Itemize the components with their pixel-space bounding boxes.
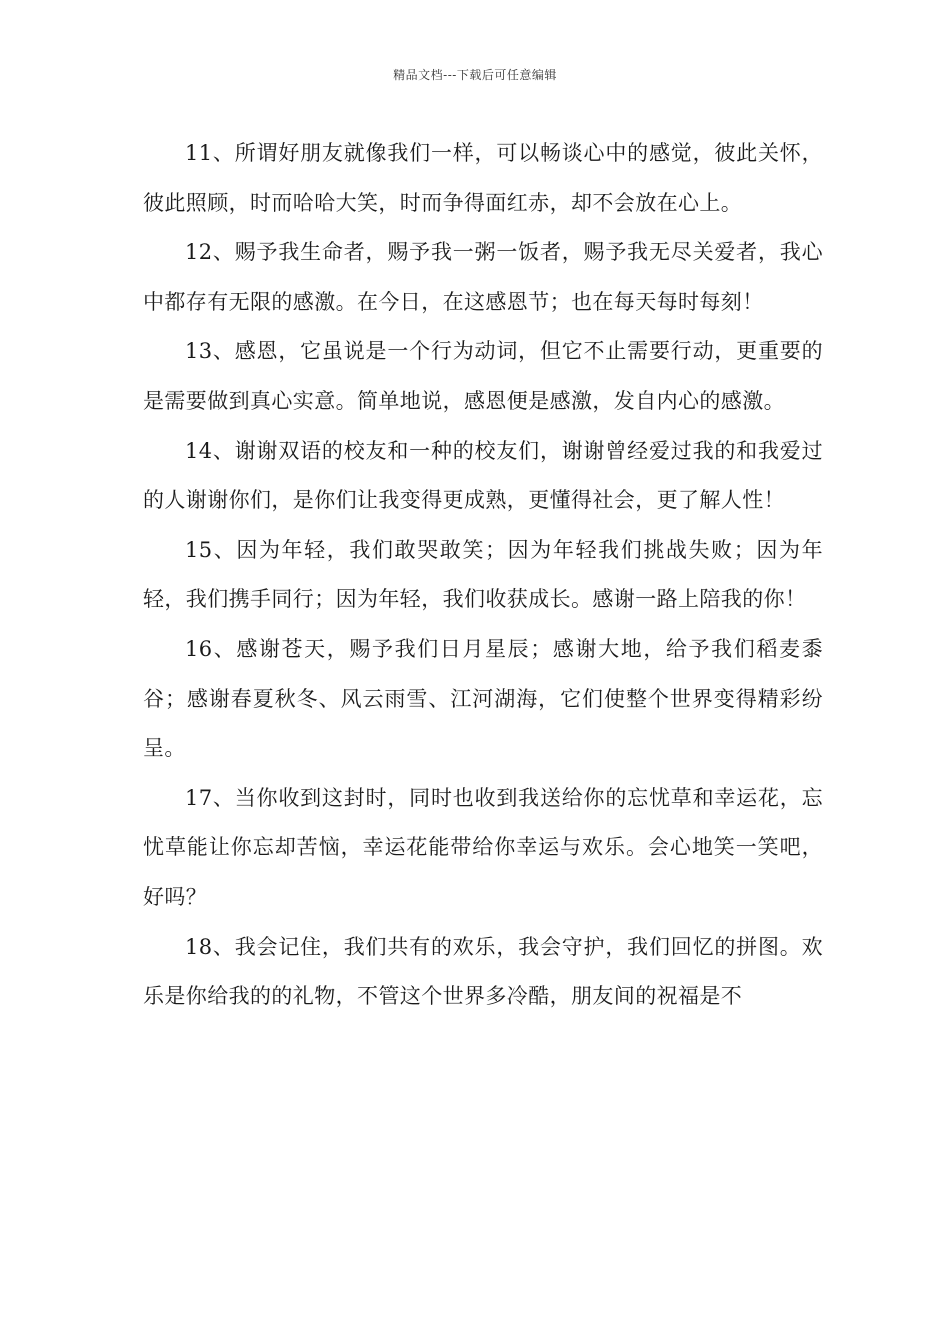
document-body (143, 129, 823, 1022)
paragraph-13: 13、感恩，它虽说是一个行为动词，但它不止需要行动，更重要的是需要做到真心实意。简单地说，感恩便是感激，发自内心的感激。 (143, 339, 823, 413)
paragraph-16: 16、感谢苍天，赐予我们日月星辰；感谢大地，给予我们稻麦黍谷；感谢春夏秋冬、风云雨雪、江河湖海，它们使整个世界变得精彩纷呈。 (143, 636, 823, 761)
page-header: 精品文档---下载后可任意编辑 (393, 68, 557, 82)
paragraph-12: 12、赐予我生命者，赐予我一粥一饭者，赐予我无尽关爱者，我心中都存有无限的感激。在今日，在这感恩节；也在每天每时每刻！ (143, 240, 823, 314)
paragraph-18: 18、我会记住，我们共有的欢乐，我会守护，我们回忆的拼图。欢乐是你给我的的礼物，不管这个世界多冷酷，朋友间的祝福是不 (143, 934, 823, 1009)
paragraph-14: 14、谢谢双语的校友和一种的校友们，谢谢曾经爱过我的和我爱过的人谢谢你们，是你们让我变得更成熟，更懂得社会，更了解人性！ (143, 438, 823, 513)
paragraph-11: 11、所谓好朋友就像我们一样，可以畅谈心中的感觉，彼此关怀，彼此照顾，时而哈哈大笑，时而争得面红赤，却不会放在心上。 (143, 141, 823, 215)
paragraph-17: 17、当你收到这封时，同时也收到我送给你的忘忧草和幸运花，忘忧草能让你忘却苦恼，幸运花能带给你幸运与欢乐。会心地笑一笑吧，好吗？ (143, 785, 823, 909)
paragraph-15: 15、因为年轻，我们敢哭敢笑；因为年轻我们挑战失败；因为年轻，我们携手同行；因为年轻，我们收获成长。感谢一路上陪我的你！ (143, 537, 823, 612)
